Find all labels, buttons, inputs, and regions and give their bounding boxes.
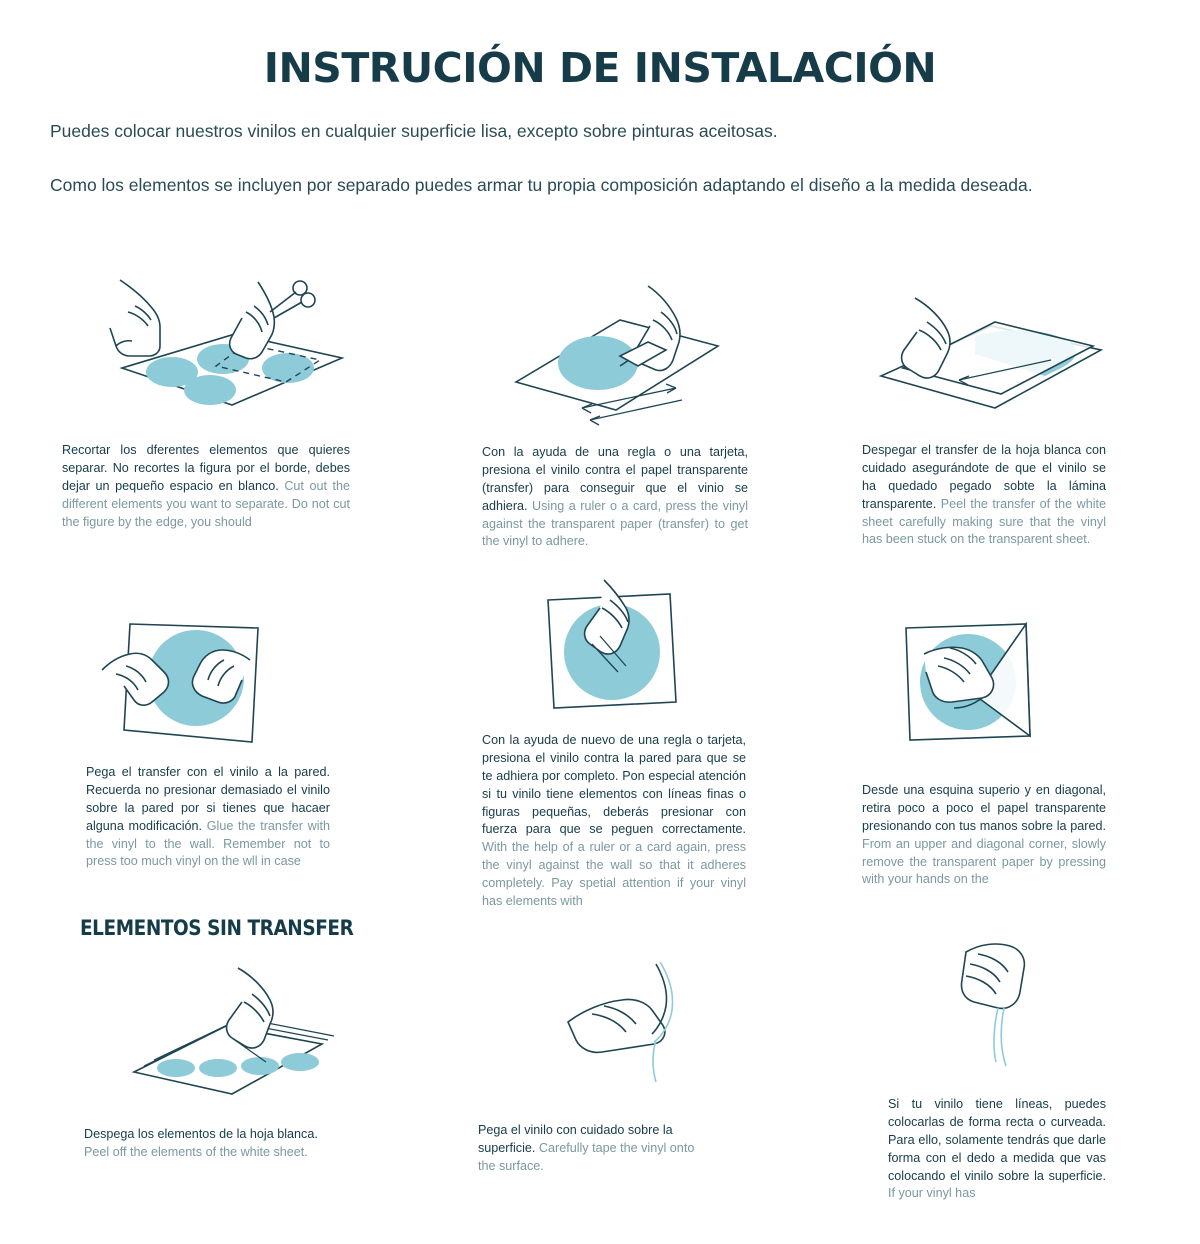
- intro-paragraph-2: Como los elementos se incluyen por separado puedes armar tu propia composición adaptando el diseño a la medida deseada.: [50, 175, 1033, 196]
- caption-step-6-es: Desde una esquina superio y en diagonal, retira poco a poco el papel transparente presionando con tus manos sobre la pared.: [862, 783, 1106, 833]
- caption-step-9-en: If your vinyl has: [888, 1186, 976, 1201]
- caption-step-7-en: Peel off the elements of the white sheet.: [84, 1144, 308, 1159]
- instruction-sheet: [0, 44, 1200, 1244]
- caption-step-8-en: Carefully tape the vinyl onto the surface.: [478, 1140, 695, 1173]
- caption-step-6-en: From an upper and diagonal corner, slowly remove the transparent paper by pressing with your hands on the: [862, 836, 1106, 887]
- caption-step-8-es: Pega el vinilo con cuidado sobre la superficie.: [478, 1123, 673, 1155]
- caption-step-8: [478, 1122, 710, 1176]
- caption-step-5-es: Con la ayuda de nuevo de una regla o tarjeta, presiona el vinilo contra la pared para que se te adhiera por completo. Pon especial atención si tu vinilo tiene elementos con líneas finas o figuras pequeñas, deberás presionar con fuerza para que se peguen correctamente.: [482, 733, 746, 837]
- caption-step-4-en: Glue the transfer with the vinyl to the wall. Remember not to press too much vinyl on the wll in case: [86, 818, 330, 869]
- caption-step-1-en: Cut out the different elements you want to separate. Do not cut the figure by the edge, you should: [62, 478, 351, 529]
- caption-step-3-en: Peel the transfer of the white sheet carefully making sure that the vinyl has been stuck on the transparent sheet.: [862, 496, 1107, 547]
- illustration-step-4: [100, 604, 360, 754]
- caption-step-7-es: Despega los elementos de la hoja blanca.: [84, 1127, 318, 1141]
- caption-step-2-en: Using a ruler o a card, press the vinyl against the transparent paper (transfer) to get the vinyl to adhere.: [482, 498, 749, 549]
- caption-step-2-es: Con la ayuda de una regla o una tarjeta, presiona el vinilo contra el papel transparente (transfer) para conseguir que el vinio se adhiera.: [482, 445, 748, 513]
- illustration-step-3: [855, 284, 1155, 434]
- intro-paragraph-1: Puedes colocar nuestros vinilos en cualquier superficie lisa, excepto sobre pinturas aceitosas.: [50, 121, 778, 141]
- illustration-step-2: [470, 284, 770, 434]
- illustration-step-7: [110, 964, 390, 1109]
- caption-step-9: [888, 1096, 1106, 1203]
- caption-step-4: [86, 764, 330, 871]
- caption-step-3-es: Despegar el transfer de la hoja blanca con cuidado asegurándote de que el vinilo se ha quedado pegado sobte la lámina transparente.: [862, 443, 1106, 511]
- caption-step-6: [862, 782, 1106, 889]
- caption-step-5: [482, 732, 746, 911]
- caption-step-1: [62, 442, 350, 531]
- illustration-step-6: [880, 604, 1130, 754]
- caption-step-5-en: With the help of a ruler or a card again, press the vinyl against the wall so that it adheres completely. Pay spetial attention if your vinyl has elements with: [482, 840, 746, 908]
- caption-step-7: [84, 1126, 344, 1162]
- illustration-step-8: [560, 944, 760, 1104]
- caption-step-2: [482, 444, 748, 551]
- page-title: INSTRUCIÓN DE INSTALACIÓN: [263, 44, 937, 92]
- caption-step-3: [862, 442, 1106, 549]
- section-title-text: ELEMENTOS SIN TRANSFER: [80, 916, 354, 940]
- section-title-elementos-sin-transfer: [80, 916, 480, 940]
- illustration-step-9: [920, 934, 1120, 1094]
- caption-step-9-es: Si tu vinilo tiene líneas, puedes colocarlas de forma recta o curveada. Para ello, solamente tendrás que darle forma con el dedo a medida que vas colocando el vinilo sobre la superficie.: [888, 1097, 1106, 1183]
- caption-step-1-es: Recortar los dferentes elementos que quieres separar. No recortes la figura por el borde, debes dejar un pequeño espacio en blanco.: [62, 443, 350, 493]
- caption-step-4-es: Pega el transfer con el vinilo a la pared. Recuerda no presionar demasiado el vinilo sobre la pared por si tienes que hacaer alguna modificación.: [86, 765, 330, 833]
- illustration-step-5: [500, 574, 740, 724]
- illustration-step-1: [60, 272, 360, 437]
